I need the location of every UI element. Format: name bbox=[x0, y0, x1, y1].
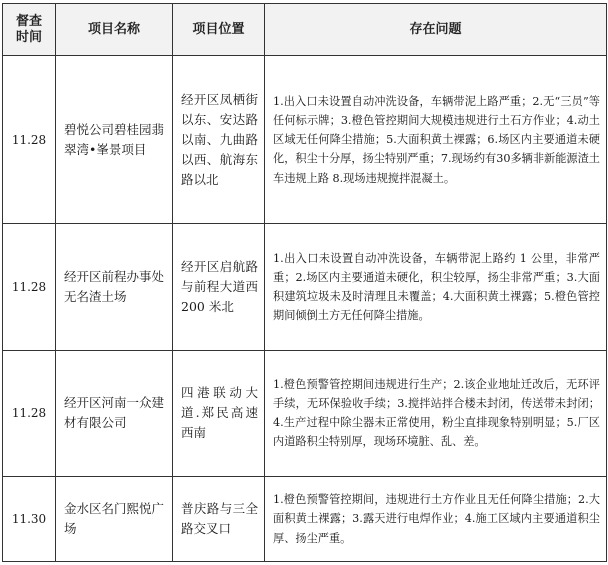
inspection-table bbox=[2, 3, 607, 562]
cell-location: 经开区启航路与前程大道西 200 米北 bbox=[173, 224, 265, 350]
cell-location: 四港联动大道.郑民高速西南 bbox=[173, 350, 265, 476]
header-location: 项目位置 bbox=[173, 4, 265, 56]
table-row bbox=[3, 350, 607, 476]
cell-problems: 1.橙色预警管控期间，违规进行土方作业且无任何降尘措施；2.大面积黄土裸露；3.露天进行电焊作业；4.施工区域内主要通道积尘厚、扬尘严重。 bbox=[265, 476, 607, 561]
cell-name: 金水区名门熙悦广场 bbox=[56, 476, 173, 561]
cell-problems: 1.橙色预警管控期间违规进行生产；2.该企业地址迁改后，无环评手续，无环保验收手续；3.搅拌站拌合楼未封闭，传送带未封闭；4.生产过程中除尘器未正常使用，粉尘直排现象特别明显；5.厂区内道路积尘特别厚，现场环境脏、乱、差。 bbox=[265, 350, 607, 476]
cell-date: 11.28 bbox=[3, 350, 56, 476]
cell-name: 碧悦公司碧桂园翡翠湾•峯景项目 bbox=[56, 56, 173, 224]
header-problems: 存在问题 bbox=[265, 4, 607, 56]
cell-name: 经开区前程办事处无名渣土场 bbox=[56, 224, 173, 350]
cell-date: 11.28 bbox=[3, 56, 56, 224]
cell-name: 经开区河南一众建材有限公司 bbox=[56, 350, 173, 476]
cell-location: 经开区凤栖街以东、安达路以南、九曲路以西、航海东路以北 bbox=[173, 56, 265, 224]
cell-problems: 1.出入口未设置自动冲洗设备，车辆带泥上路严重；2.无“三员”等任何标示牌；3.橙色管控期间大规模违规进行土石方作业；4.动土区域无任何降尘措施；5.大面积黄土裸露；6.场区内主要通道未硬化，积尘十分厚，扬尘特别严重；7.现场约有30多辆非新能源渣土车违规上路 8.现场违规搅拌混凝土。 bbox=[265, 56, 607, 224]
table-row bbox=[3, 224, 607, 350]
table-row bbox=[3, 56, 607, 224]
cell-date: 11.28 bbox=[3, 224, 56, 350]
header-name: 项目名称 bbox=[56, 4, 173, 56]
table-row bbox=[3, 476, 607, 561]
header-date: 督查时间 bbox=[3, 4, 56, 56]
inspection-table-container bbox=[2, 3, 606, 562]
header-row bbox=[3, 4, 607, 56]
cell-location: 普庆路与三全路交叉口 bbox=[173, 476, 265, 561]
cell-date: 11.30 bbox=[3, 476, 56, 561]
cell-problems: 1.出入口未设置自动冲洗设备，车辆带泥上路约 1 公里，非常严重；2.场区内主要通道未硬化，积尘较厚，扬尘非常严重；3.大面积建筑垃圾未及时清理且未覆盖；4.大面积黄土裸露；5.橙色管控期间倾倒土方无任何降尘措施。 bbox=[265, 224, 607, 350]
